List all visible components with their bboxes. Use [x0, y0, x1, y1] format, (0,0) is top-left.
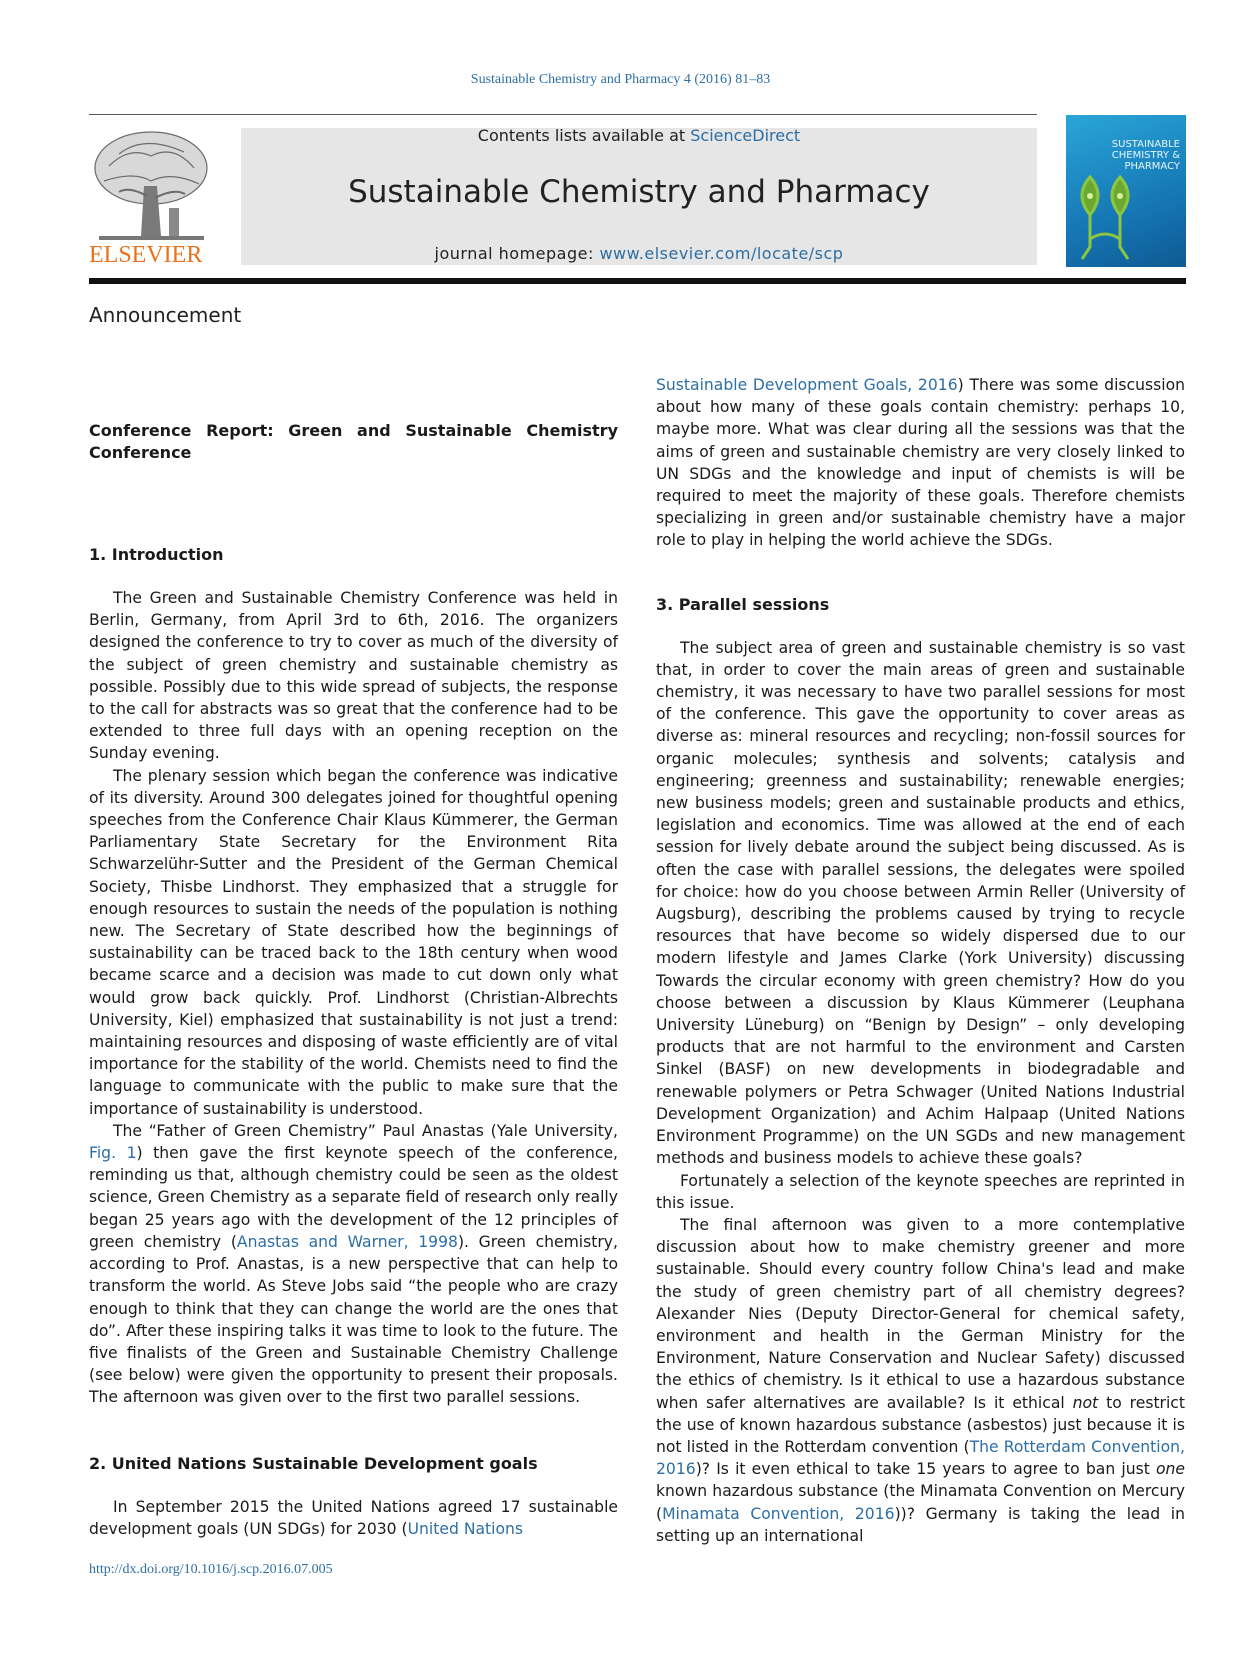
paragraph: The Green and Sustainable Chemistry Conference was held in Berlin, Germany, from April 3rd to 6th, 2016. The organizers designed the conference to try to cover as much of the diversity of the subject of green chemistry and sustainable chemistry as possible. Possibly due to this wide spread of subjects, the response to the call for abstracts was so great that the conference had to be extended to three full days with an opening reception on the Sunday evening.: [89, 589, 618, 763]
reference-link[interactable]: Anastas and Warner, 1998: [236, 1232, 458, 1251]
elsevier-wordmark: ELSEVIER: [89, 242, 203, 268]
article-type-label: Announcement: [89, 303, 242, 327]
text-run: ))? Germany is taking the lead in setting up an international: [656, 1504, 1185, 1545]
reference-link[interactable]: Sustainable Development Goals, 2016: [656, 376, 958, 394]
figure-link[interactable]: Fig. 1: [89, 1144, 137, 1163]
paragraph: Fortunately a selection of the keynote speeches are reprinted in this issue.: [656, 1171, 1185, 1212]
text-run: In September 2015 the United Nations agreed 17 sustainable development goals (UN SDGs) for 2030 (: [89, 1497, 618, 1538]
text-run: known hazardous substance (the Minamata Convention on Mercury (: [656, 1482, 1185, 1523]
homepage-link[interactable]: www.elsevier.com/locate/scp: [599, 244, 844, 263]
contents-line: [241, 126, 1037, 145]
reference-link[interactable]: Minamata Convention, 2016: [662, 1504, 895, 1523]
doi-link[interactable]: http://dx.doi.org/10.1016/j.scp.2016.07.005: [89, 1562, 333, 1577]
cover-title-line: CHEMISTRY &: [1111, 150, 1180, 161]
cover-title: [1090, 139, 1180, 172]
section-heading-un-goals: 2. United Nations Sustainable Development goals: [89, 1453, 538, 1473]
text-run: ) There was some discussion about how many of these goals contain chemistry: perhaps 10, maybe more. What was clear during all the sessions was that the aims of green and sustainable chemistry are very closely linked to UN SDGs and the knowledge and input of chemists is will be required to meet the majority of these goals. Therefore chemists specializing in green and/or sustainable chemistry have a major role to play in helping the world achieve the SDGs.: [656, 376, 1185, 550]
right-column: [656, 374, 1185, 1547]
text-run: )? Is it even ethical to take 15 years to agree to ban just: [695, 1460, 1156, 1479]
text-run: The “Father of Green Chemistry” Paul Anastas (Yale University,: [113, 1121, 618, 1140]
journal-citation: Sustainable Chemistry and Pharmacy 4 (2016) 81–83: [470, 72, 771, 87]
sciencedirect-link[interactable]: ScienceDirect: [690, 126, 801, 145]
homepage-prefix: journal homepage:: [434, 244, 600, 263]
section-heading-parallel-sessions: 3. Parallel sessions: [656, 594, 830, 614]
section-heading-introduction: 1. Introduction: [89, 545, 224, 564]
cover-title-line: PHARMACY: [1124, 161, 1180, 172]
paragraph: [89, 1120, 618, 1409]
journal-cover: [1066, 115, 1186, 267]
article-title: Conference Report: Green and Sustainable Chemistry Conference: [89, 421, 618, 462]
text-run: ) then gave the first keynote speech of the conference, reminding us that, although chemistry could be seen as the oldest science, Green Chemistry as a separate field of research only really began 25 years ago with the development of the 12 principles of green chemistry (: [89, 1144, 618, 1251]
paragraph: [89, 1496, 618, 1540]
paragraph: The plenary session which began the conference was indicative of its diversity. Around 300 delegates joined for thoughtful opening speeches from the Conference Chair Klaus Kümmerer, the German Parliamentary State Secretary for the Environment Rita Schwarzelühr-Sutter and the President of the German Chemical Society, Thisbe Lindhorst. They emphasized that a struggle for enough resources to sustain the needs of the population is nothing new. The Secretary of State described how the beginnings of sustainability can be traced back to the 18th century when wood became scarce and a decision was made to cut down only what would grow back quickly. Prof. Lindhorst (Christian-Albrechts University, Kiel) emphasized that sustainability is not just a trend: maintaining resources and disposing of waste efficiently are of vital importance for the stability of the world. Chemists need to find the language to communicate with the public to make sure that the importance of sustainability is understood.: [89, 766, 618, 1118]
contents-prefix: Contents lists available at: [477, 126, 691, 145]
masthead-bottom-rule: [89, 278, 1186, 284]
cover-leaf-icon: [1070, 169, 1146, 265]
emphasis: not: [1072, 1393, 1099, 1412]
header-rule: [89, 114, 1037, 115]
reference-link[interactable]: United Nations: [407, 1519, 524, 1538]
cover-title-line: SUSTAINABLE: [1111, 139, 1180, 150]
text-run: ). Green chemistry, according to Prof. Anastas, is a new perspective that can help to transform the world. As Steve Jobs said “the people who are crazy enough to think that they can change the world are the ones that do”. After these inspiring talks it was time to look to the future. The five finalists of the Green and Sustainable Chemistry Challenge (see below) were given the opportunity to present their proposals. The afternoon was given over to the first two parallel sessions.: [89, 1232, 618, 1407]
homepage-line: [241, 244, 1037, 263]
emphasis: one: [1155, 1460, 1185, 1479]
paragraph: [656, 1214, 1185, 1547]
journal-title: Sustainable Chemistry and Pharmacy: [348, 174, 930, 210]
text-run: The final afternoon was given to a more contemplative discussion about how to make chemistry greener and more sustainable. Should every country follow China's lead and make the study of green chemistry part of all chemistry degrees? Alexander Nies (Deputy Director-General for chemical safety, environment and health in the German Ministry for the Environment, Nature Conservation and Nuclear Safety) discussed the ethics of chemistry. Is it ethical to use a hazardous substance when safer alternatives are available? Is it ethical: [656, 1215, 1185, 1412]
paragraph: [656, 374, 1185, 552]
left-column: [89, 420, 618, 1540]
paragraph: The subject area of green and sustainable chemistry is so vast that, in order to cover the main areas of green and sustainable chemistry, it was necessary to have two parallel sessions for most of the conference. This gave the opportunity to cover areas as diverse as: mineral resources and recycling; non-fossil sources for organic molecules; synthesis and solvents; catalysis and engineering; greenness and sustainability; renewable energies; new business models; green and sustainable products and ethics, legislation and economics. Time was allowed at the end of each session for lively debate around the subject being discussed. As is often the case with parallel sessions, the delegates were spoiled for choice: how do you choose between Armin Reller (University of Augsburg), describing the problems caused by trying to recycle resources that have become so widely dispersed due to our modern lifestyle and James Clarke (York University) discussing Towards the circular economy with green chemistry? How do you choose between a discussion by Klaus Kümmerer (Leuphana University Lüneburg) on “Benign by Design” – only developing products that are not harmful to the environment and Carsten Sinkel (BASF) on new developments in biodegradable and renewable polymers or Petra Schwager (United Nations Industrial Development Organization) and Achim Halpaap (United Nations Environment Programme) on the UN SGDs and new management methods and business models to achieve these goals?: [656, 638, 1185, 1168]
reference-link[interactable]: The Rotterdam Convention, 2016: [656, 1437, 1185, 1479]
text-run: to restrict the use of known hazardous substance (asbestos) just because it is not listed in the Rotterdam convention (: [656, 1393, 1185, 1456]
